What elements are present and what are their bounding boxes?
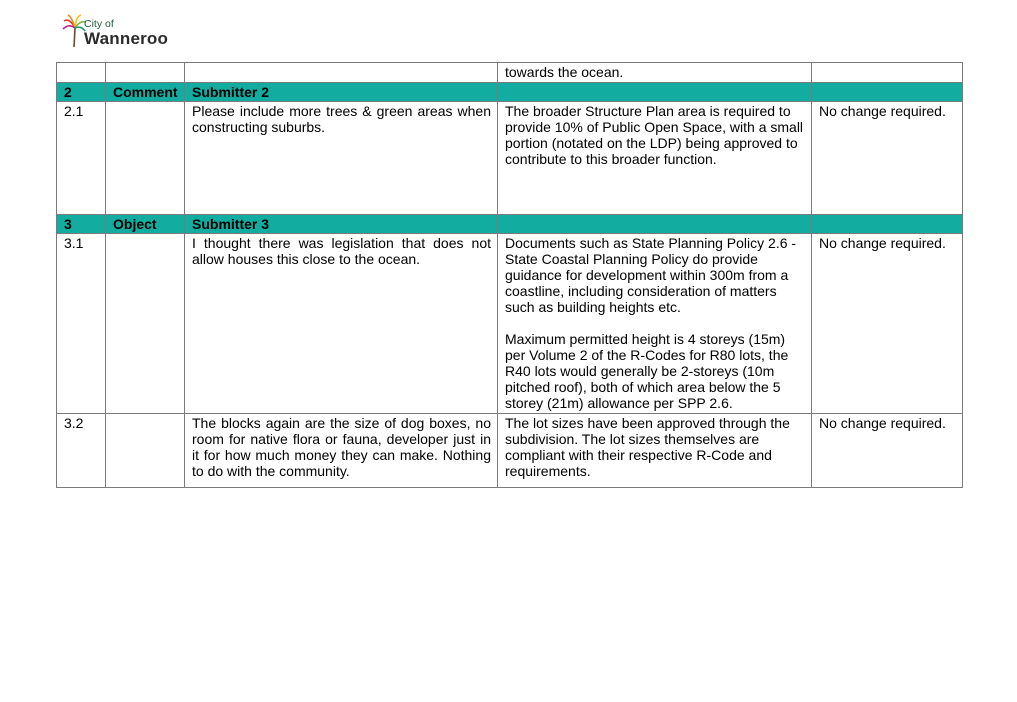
- section-empty: [812, 83, 963, 102]
- item-recommendation: No change required.: [812, 102, 963, 215]
- section-number: 2: [57, 83, 106, 102]
- submissions-table: [56, 62, 963, 488]
- item-response: [498, 234, 812, 414]
- section-submitter: Submitter 3: [185, 215, 498, 234]
- response-paragraph-2: Maximum permitted height is 4 storeys (15m) per Volume 2 of the R-Codes for R80 lots, the R40 lots would generally be 2-storeys (10m pitched roof), both of which area below the 5 storey (21m) allowance per SPP 2.6.: [505, 331, 789, 411]
- section-empty: [812, 215, 963, 234]
- section-empty: [498, 215, 812, 234]
- response-paragraph-1: Documents such as State Planning Policy 2.6 - State Coastal Planning Policy do provide guidance for development within 300m from a coastline, including consideration of matters such as building heights etc.: [505, 235, 797, 315]
- cell-response: towards the ocean.: [498, 63, 812, 83]
- item-number: 3.1: [57, 234, 106, 414]
- table-row-3-1: [57, 234, 963, 414]
- item-position: [106, 234, 185, 414]
- item-response: The lot sizes have been approved through the subdivision. The lot sizes themselves are compliant with their respective R-Code and requirements.: [498, 414, 812, 488]
- section-position: Object: [106, 215, 185, 234]
- paragraph-gap: [505, 315, 805, 331]
- cell-num: [57, 63, 106, 83]
- table-row-continuation: [57, 63, 963, 83]
- item-position: [106, 414, 185, 488]
- item-recommendation: No change required.: [812, 234, 963, 414]
- item-position: [106, 102, 185, 215]
- item-response: The broader Structure Plan area is required to provide 10% of Public Open Space, with a small portion (notated on the LDP) being approved to contribute to this broader function.: [498, 102, 812, 215]
- item-recommendation: No change required.: [812, 414, 963, 488]
- section-row-submitter-2: [57, 83, 963, 102]
- section-number: 3: [57, 215, 106, 234]
- cell-submission: [185, 63, 498, 83]
- table-row-2-1: [57, 102, 963, 215]
- logo-city-of-text: City of: [84, 18, 114, 30]
- item-submission: I thought there was legislation that does not allow houses this close to the ocean.: [185, 234, 498, 414]
- item-number: 2.1: [57, 102, 106, 215]
- section-empty: [498, 83, 812, 102]
- section-position: Comment: [106, 83, 185, 102]
- cell-position: [106, 63, 185, 83]
- city-of-wanneroo-logo: [62, 14, 182, 56]
- cell-recommendation: [812, 63, 963, 83]
- item-submission: Please include more trees & green areas when constructing suburbs.: [185, 102, 498, 215]
- table-row-3-2: [57, 414, 963, 488]
- logo-wanneroo-text: Wanneroo: [84, 29, 169, 48]
- item-number: 3.2: [57, 414, 106, 488]
- section-submitter: Submitter 2: [185, 83, 498, 102]
- item-submission: The blocks again are the size of dog boxes, no room for native flora or fauna, developer just in it for how much money they can make. Nothing to do with the community.: [185, 414, 498, 488]
- section-row-submitter-3: [57, 215, 963, 234]
- palm-tree-icon: [62, 14, 86, 48]
